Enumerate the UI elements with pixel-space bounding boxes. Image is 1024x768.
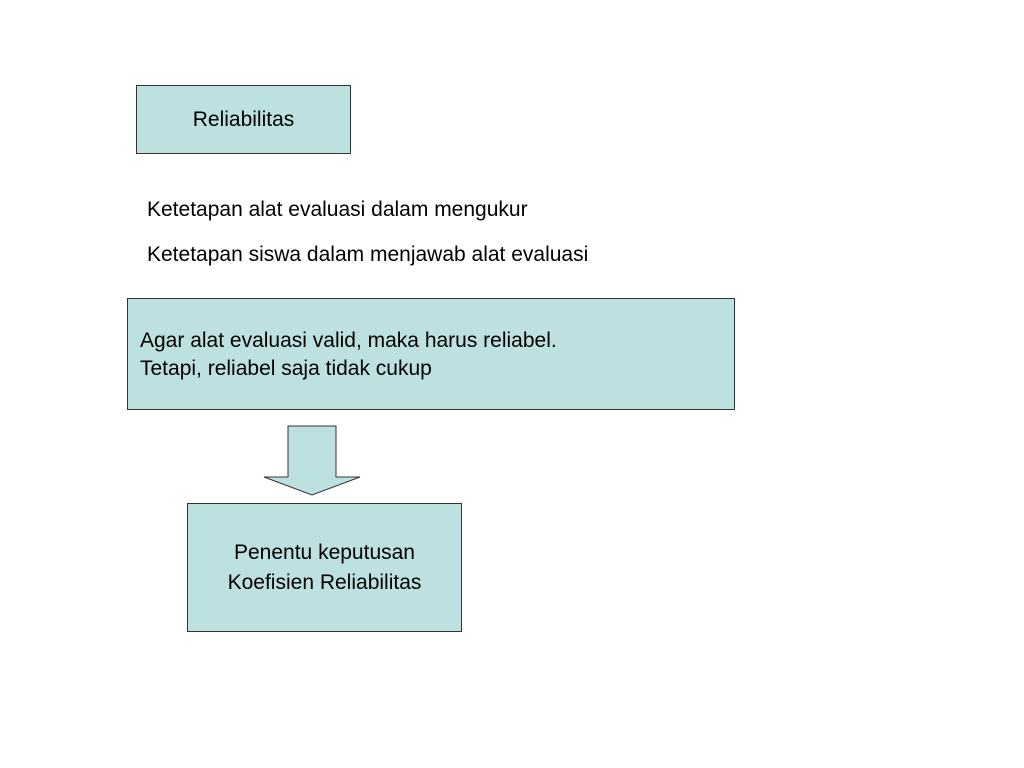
definition-line-answering: Ketetapan siswa dalam menjawab alat evaluasi xyxy=(147,243,589,266)
decision-line-2: Koefisien Reliabilitas xyxy=(227,570,422,594)
statement-line-1: Agar alat evaluasi valid, maka harus reliabel. xyxy=(140,329,557,352)
validity-statement-box xyxy=(127,298,735,410)
statement-line-2: Tetapi, reliabel saja tidak cukup xyxy=(140,357,432,380)
decision-line-1: Penentu keputusan xyxy=(234,540,415,564)
decision-box xyxy=(187,503,462,632)
reliabilitas-label: Reliabilitas xyxy=(192,107,295,131)
down-arrow-shape xyxy=(264,426,360,495)
reliabilitas-box xyxy=(136,85,351,154)
down-arrow-icon xyxy=(262,425,362,497)
definition-line-measuring: Ketetapan alat evaluasi dalam mengukur xyxy=(147,198,528,221)
